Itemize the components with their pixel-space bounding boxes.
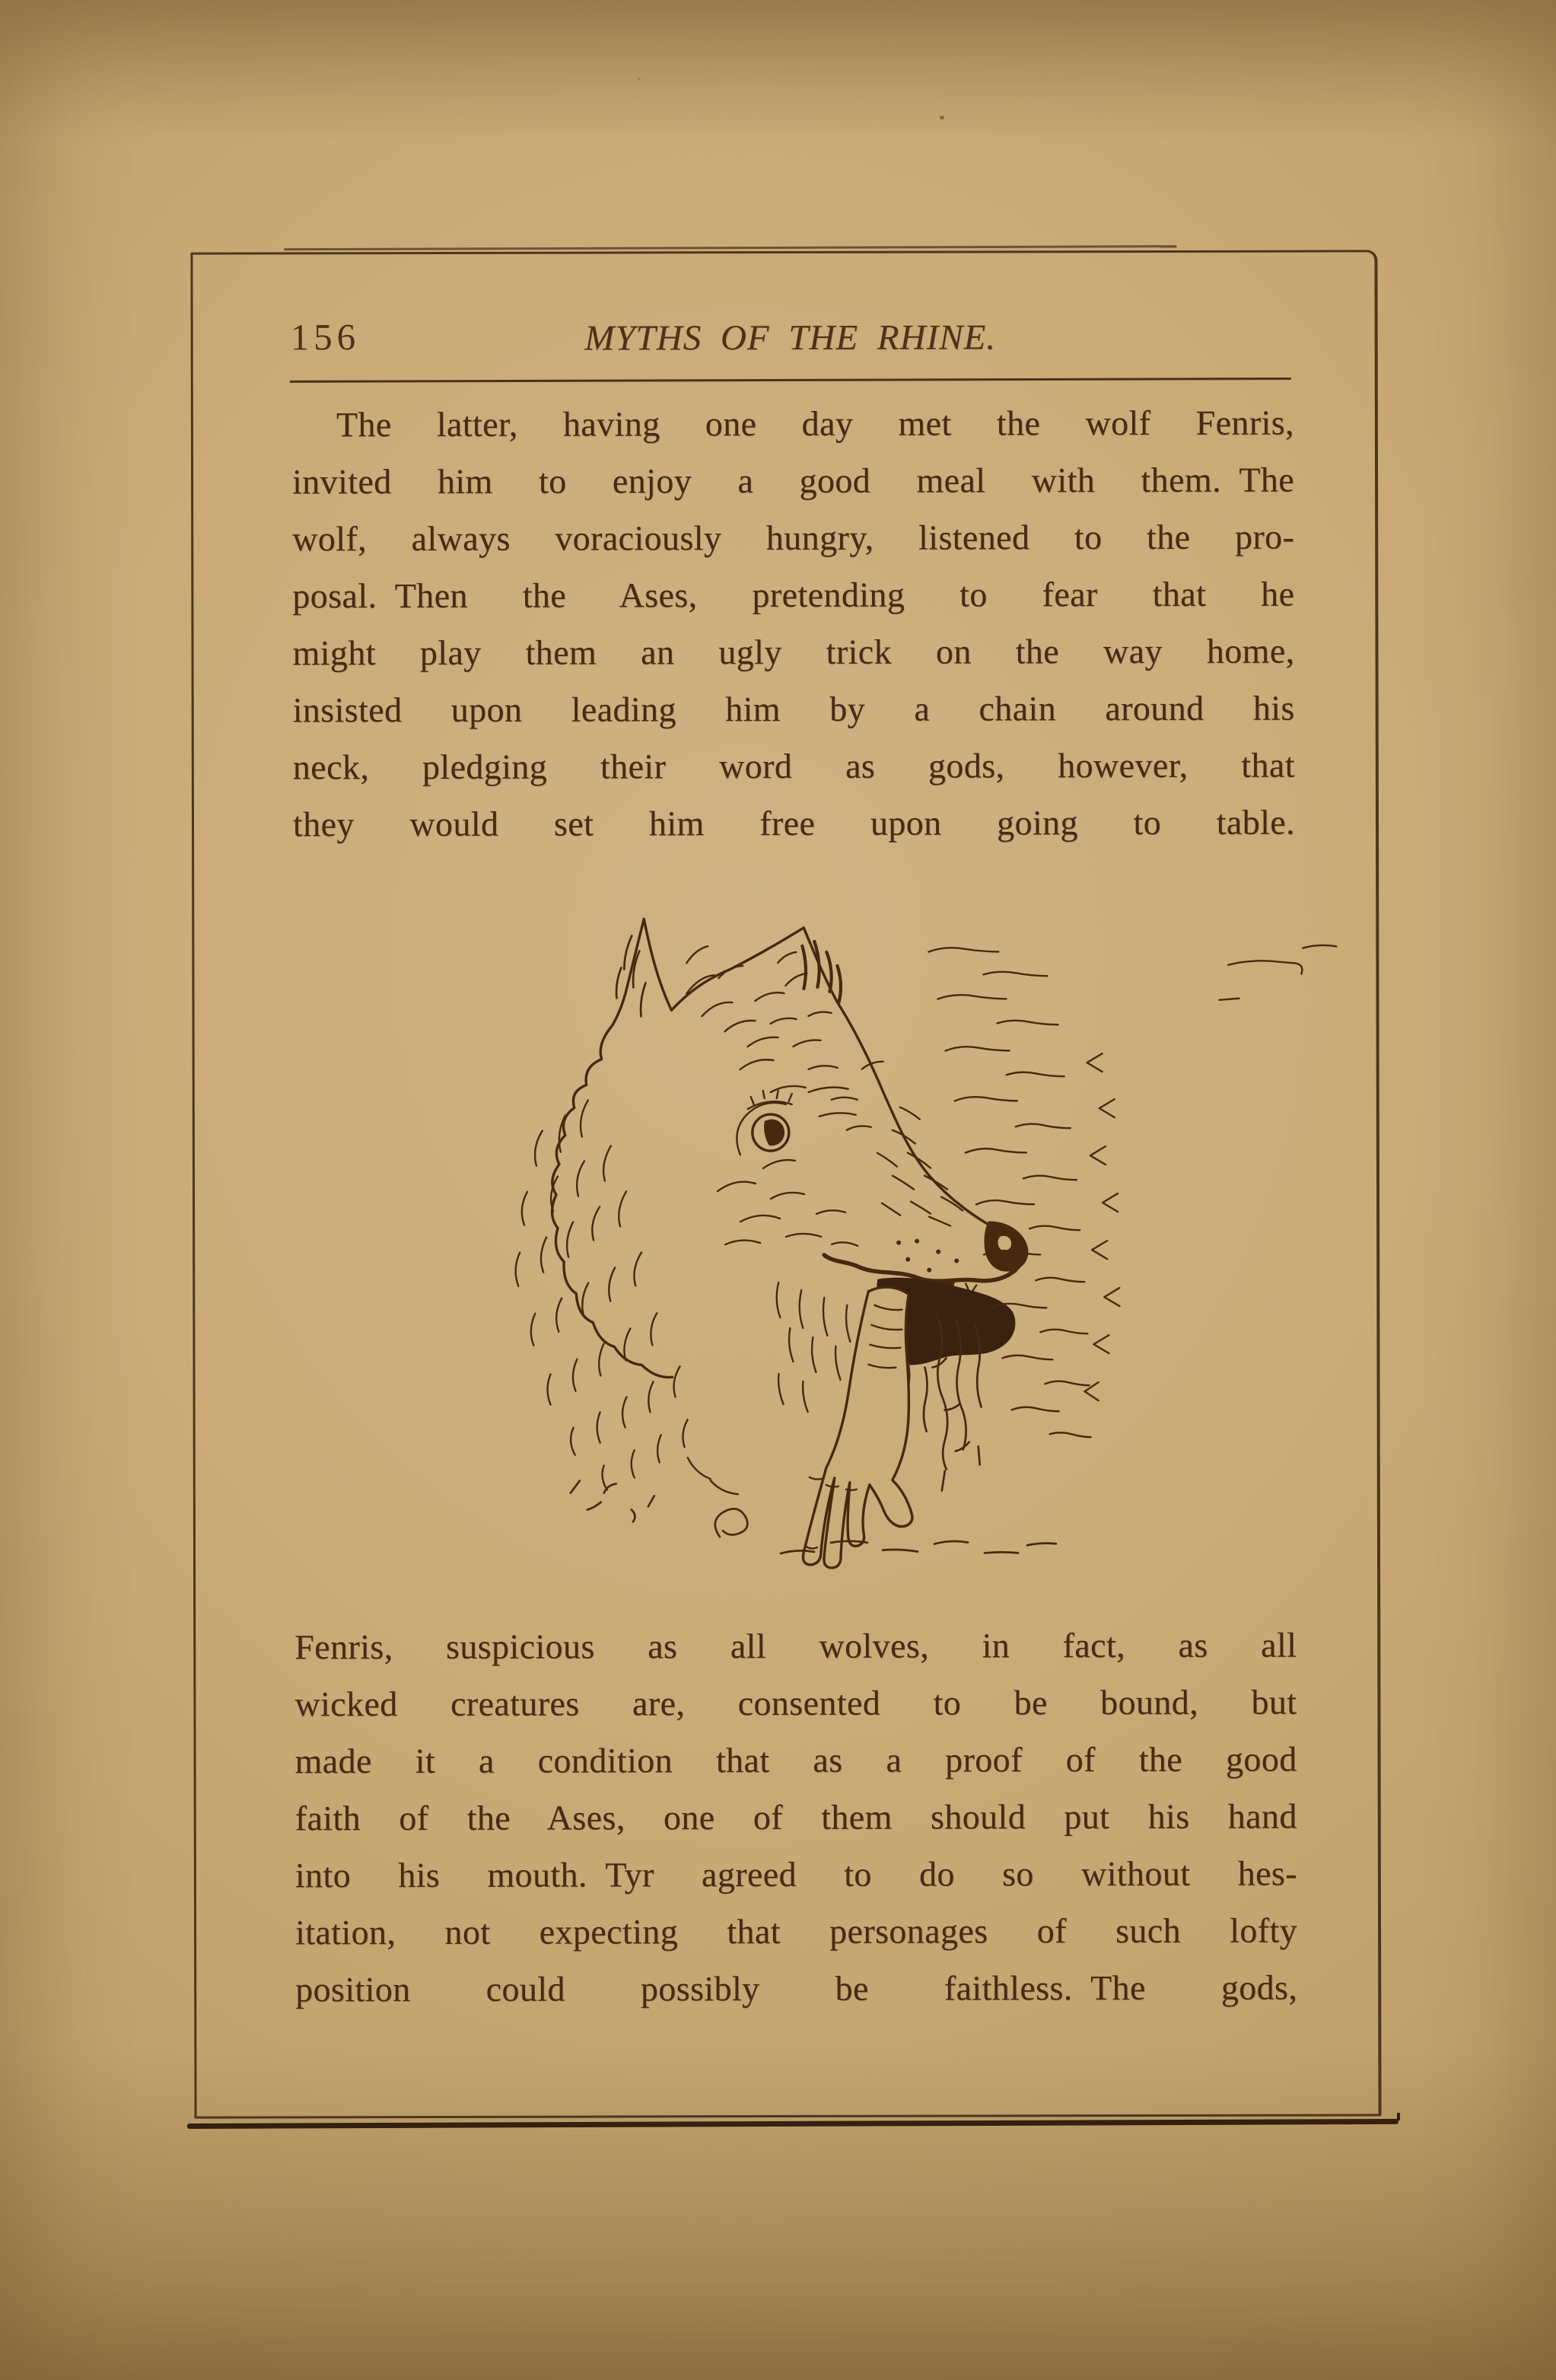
dust-speck: [940, 116, 944, 119]
dust-speck: [638, 78, 641, 81]
text-line: wicked creatures are, consented to be bound, but: [294, 1682, 1297, 1724]
text-line: The latter, having one day met the wolf Fenris,: [336, 403, 1294, 444]
text-line: neck, pledging their word as gods, however, that: [292, 745, 1295, 787]
background-chevrons: [1084, 1053, 1120, 1400]
text-line: into his mouth. Tyr agreed to do so without hes-: [294, 1853, 1297, 1895]
text-line: posal. Then the Ases, pretending to fear that he: [292, 574, 1295, 616]
page-edge-shadow: [187, 2119, 1398, 2129]
text-line: made it a condition that as a proof of the good: [294, 1739, 1297, 1781]
text-line: might play them an ugly trick on the way home,: [292, 631, 1295, 673]
muzzle-hatching: [877, 1107, 963, 1226]
jaw-fur: [777, 1282, 851, 1412]
cheek-fur: [718, 1160, 858, 1246]
paragraph-1: [292, 394, 1295, 853]
fenris-wolf-illustration: [450, 900, 1380, 1591]
text-line: insisted upon leading him by a chain around his: [292, 688, 1295, 730]
paragraph-2: [294, 1617, 1297, 2018]
text-line: they would set him free upon going to table.: [292, 802, 1296, 844]
page-border-frame: [190, 250, 1381, 2118]
text-line: Fenris, suspicious as all wolves, in fact, as all: [294, 1625, 1297, 1667]
page-number: 156: [290, 316, 361, 358]
text-line: wolf, always voraciously hungry, listened to the pro-: [292, 517, 1295, 559]
neck-fur: [515, 1100, 738, 1495]
text-line: faith of the Ases, one of them should put his hand: [294, 1796, 1297, 1838]
far-right-dashes: [1219, 945, 1336, 1000]
text-line: position could possibly be faithless. The gods,: [295, 1967, 1298, 2009]
text-line: invited him to enjoy a good meal with them. The: [292, 460, 1295, 502]
eye-lashes: [748, 1091, 792, 1109]
background-hatching: [928, 948, 1090, 1438]
whisker-dots: [896, 1239, 959, 1273]
text-line: itation, not expecting that personages of such lofty: [295, 1910, 1298, 1952]
wolf-pupil: [764, 1120, 784, 1146]
header-rule: [290, 378, 1291, 383]
crown-fur: [686, 946, 831, 1031]
running-title: MYTHS OF THE RHINE.: [584, 317, 997, 358]
